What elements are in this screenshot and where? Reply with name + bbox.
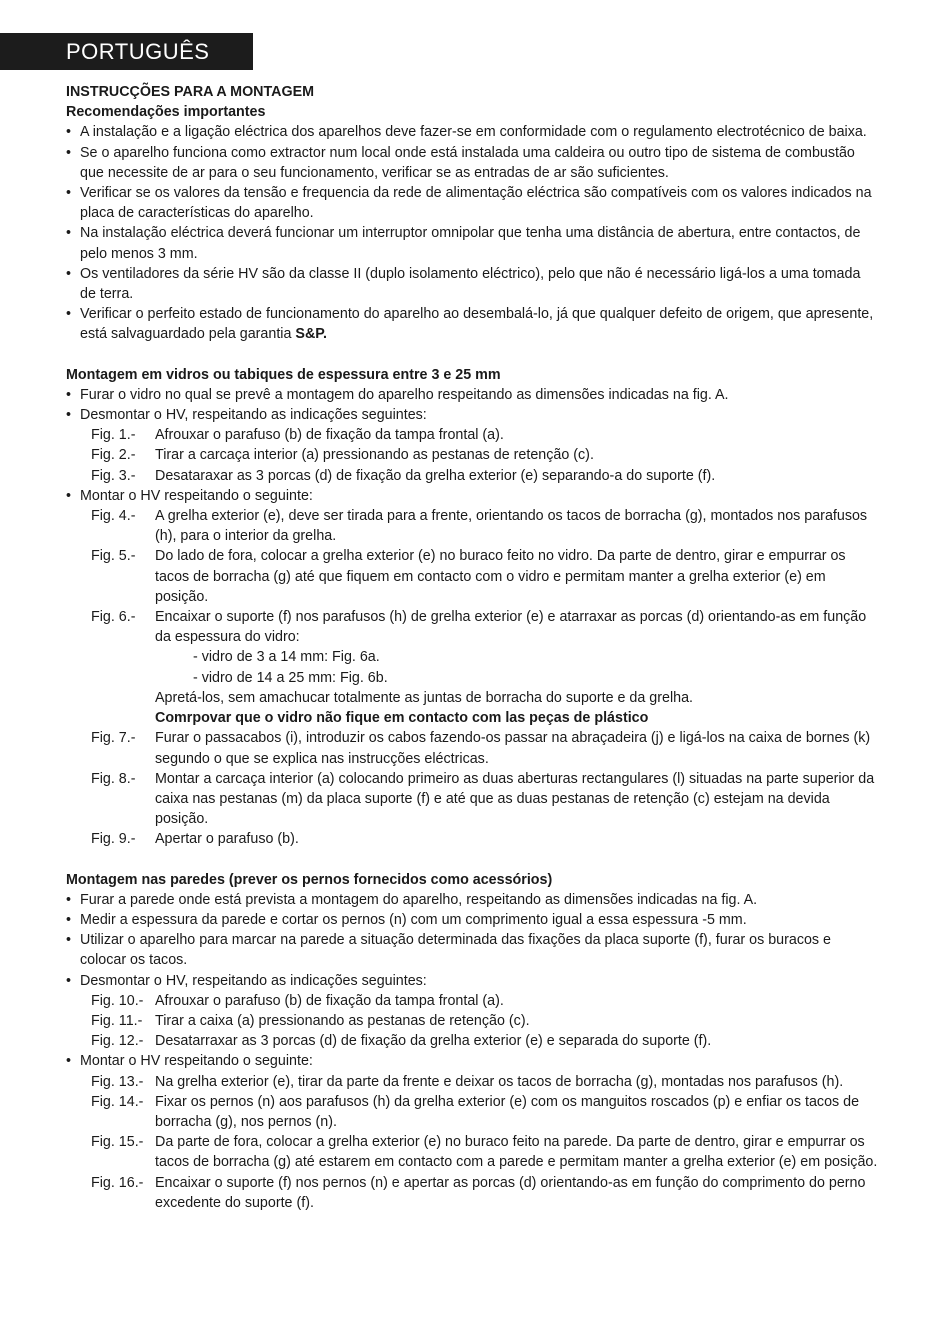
brand-name: S&P. [295, 326, 327, 343]
figure-text: Montar a carcaça interior (a) colocando primeiro as duas aberturas rectangulares (l) situadas na parte superior da caixa nas pestanas (m) da placa suporte (f) e até que as duas pestanas de retenção (c) estejam na devida posição. [155, 770, 875, 828]
figure-label: Fig. 15.- [91, 1134, 144, 1151]
figure-step [66, 466, 878, 486]
figure-step [66, 1072, 878, 1092]
bullet-item: • Montar o HV respeitando o seguinte: [66, 1051, 878, 1071]
sub-item: - vidro de 14 a 25 mm: Fig. 6b. [193, 669, 388, 686]
language-banner: PORTUGUÊS [0, 33, 253, 70]
figure-label: Fig. 12.- [91, 1033, 144, 1050]
figure-label: Fig. 1.- [91, 427, 136, 444]
page-title: INSTRUCÇÕES PARA A MONTAGEM [66, 84, 315, 100]
figure-step [66, 728, 878, 768]
figure-text: Desatarraxar as 3 porcas (d) de fixação da grelha exterior (e) e separada do suporte (f). [155, 1033, 712, 1050]
bullet-item: • Furar a parede onde está prevista a montagem do aparelho, respeitando as dimensões indicadas na fig. A. [66, 890, 878, 910]
figure-step [66, 445, 878, 465]
bullet-item: • A instalação e a ligação eléctrica dos aparelhos deve fazer-se em conformidade com o regulamento electrotécnico de baixa. [66, 122, 878, 142]
figure-label: Fig. 14.- [91, 1093, 144, 1110]
figure-step [66, 991, 878, 1011]
figure-text: Da parte de fora, colocar a grelha exterior (e) no buraco feito na parede. Da parte de dentro, girar e empurrar os tacos de borracha (g) até estarem em contacto com a parede e permitam manter a grelha exterior (e) em posição. [155, 1134, 878, 1171]
figure-label: Fig. 4.- [91, 508, 136, 525]
figure-text: Encaixar o suporte (f) nos pernos (n) e apertar as porcas (d) orientando-as em função do comprimento do perno excedente do suporte (f). [155, 1174, 866, 1211]
figure-step [66, 1092, 878, 1132]
figure-label: Fig. 10.- [91, 992, 144, 1009]
figure-warning: Comrpovar que o vidro não fique em contacto com las peças de plástico [155, 710, 649, 727]
bullet-item: • Se o aparelho funciona como extractor num local onde está instalada uma caldeira ou outro tipo de sistema de combustão que necessite de ar para o seu funcionamento, verificar se as entradas de ar são suficientes. [66, 143, 878, 183]
bullet-item: • Verificar se os valores da tensão e frequencia da rede de alimentação eléctrica são compatíveis com os valores indicados na placa de características do aparelho. [66, 183, 878, 223]
figure-step [66, 1011, 878, 1031]
figure-text: Apertar o parafuso (b). [155, 831, 299, 848]
figure-step [66, 607, 878, 647]
figure-label: Fig. 5.- [91, 548, 136, 565]
bullet-item: • Furar o vidro no qual se prevê a montagem do aparelho respeitando as dimensões indicadas na fig. A. [66, 385, 878, 405]
bullet-item: • Desmontar o HV, respeitando as indicações seguintes: [66, 971, 878, 991]
figure-step [66, 546, 878, 607]
bullet-item: • Medir a espessura da parede e cortar os pernos (n) com um comprimento igual a essa espessura -5 mm. [66, 910, 878, 930]
section-heading-glass: Montagem em vidros ou tabiques de espessura entre 3 e 25 mm [66, 366, 501, 383]
bullet-item: • Utilizar o aparelho para marcar na parede a situação determinada das fixações da placa suporte (f), furar os buracos e colocar os tacos. [66, 930, 878, 970]
figure-label: Fig. 13.- [91, 1073, 144, 1090]
figure-text: Furar o passacabos (i), introduzir os cabos fazendo-os passar na abraçadeira (j) e ligá-los na caixa de bornes (k) segundo o que se explica nas instrucções eléctricas. [155, 730, 871, 767]
figure-step [66, 1132, 878, 1172]
bullet-text: Verificar o perfeito estado de funcionamento do aparelho ao desembalá-lo, já que qualquer defeito de origem, que apresente, está salvaguardado pela garantia [80, 306, 874, 343]
figure-text: A grelha exterior (e), deve ser tirada para a frente, orientando os tacos de borracha (g), montados nos parafusos (h), para o interior da grelha. [155, 508, 868, 545]
figure-label: Fig. 11.- [91, 1012, 143, 1029]
figure-text: Na grelha exterior (e), tirar da parte da frente e deixar os tacos de borracha (g), montadas nos parafusos (h). [155, 1073, 844, 1090]
section-heading-walls: Montagem nas paredes (prever os pernos fornecidos como acessórios) [66, 871, 553, 888]
figure-text: Tirar a caixa (a) pressionando as pestanas de retenção (c). [155, 1012, 530, 1029]
figure-step [66, 829, 878, 849]
figure-label: Fig. 6.- [91, 609, 136, 626]
bullet-item: • Na instalação eléctrica deverá funcionar um interruptor omnipolar que tenha uma distância de abertura, entre contactos, de pelo menos 3 mm. [66, 223, 878, 263]
figure-text: Do lado de fora, colocar a grelha exterior (e) no buraco feito no vidro. Da parte de dentro, girar e empurrar os tacos de borracha (g) até que fiquem em contacto com o vidro e permitam manter a grelha exterior (e) em posição. [155, 548, 846, 605]
figure-label: Fig. 9.- [91, 831, 136, 848]
instructions-body [66, 82, 878, 1213]
bullet-item: • Desmontar o HV, respeitando as indicações seguintes: [66, 405, 878, 425]
bullet-item [66, 304, 878, 344]
figure-text: Desataraxar as 3 porcas (d) de fixação da grelha exterior (e) separando-a do suporte (f). [155, 467, 716, 484]
figure-label: Fig. 7.- [91, 730, 136, 747]
figure-text: Fixar os pernos (n) aos parafusos (h) da grelha exterior (e) com os manguitos roscados (p) e enfiar os tacos de borracha (g), nos pernos (n). [155, 1093, 860, 1130]
figure-label: Fig. 8.- [91, 770, 136, 787]
figure-step [66, 506, 878, 546]
bullet-item: • Montar o HV respeitando o seguinte: [66, 486, 878, 506]
figure-step [66, 425, 878, 445]
figure-step [66, 1031, 878, 1051]
figure-text: Afrouxar o parafuso (b) de fixação da tampa frontal (a). [155, 992, 504, 1009]
figure-label: Fig. 16.- [91, 1174, 144, 1191]
bullet-item: • Os ventiladores da série HV são da classe II (duplo isolamento eléctrico), pelo que não é necessário ligá-los a uma tomada de terra. [66, 264, 878, 304]
section-heading-recommendations: Recomendações importantes [66, 104, 266, 121]
figure-step [66, 769, 878, 830]
figure-text: Afrouxar o parafuso (b) de fixação da tampa frontal (a). [155, 427, 504, 444]
figure-label: Fig. 2.- [91, 447, 136, 464]
figure-label: Fig. 3.- [91, 467, 136, 484]
figure-step [66, 1173, 878, 1213]
figure-note: Apretá-los, sem amachucar totalmente as juntas de borracha do suporte e da grelha. [155, 689, 694, 706]
figure-text: Tirar a carcaça interior (a) pressionando as pestanas de retenção (c). [155, 447, 594, 464]
sub-item: - vidro de 3 a 14 mm: Fig. 6a. [193, 649, 380, 666]
figure-text: Encaixar o suporte (f) nos parafusos (h) de grelha exterior (e) e atarraxar as porcas (d) orientando-as em função da espessura do vidro: [155, 609, 867, 646]
